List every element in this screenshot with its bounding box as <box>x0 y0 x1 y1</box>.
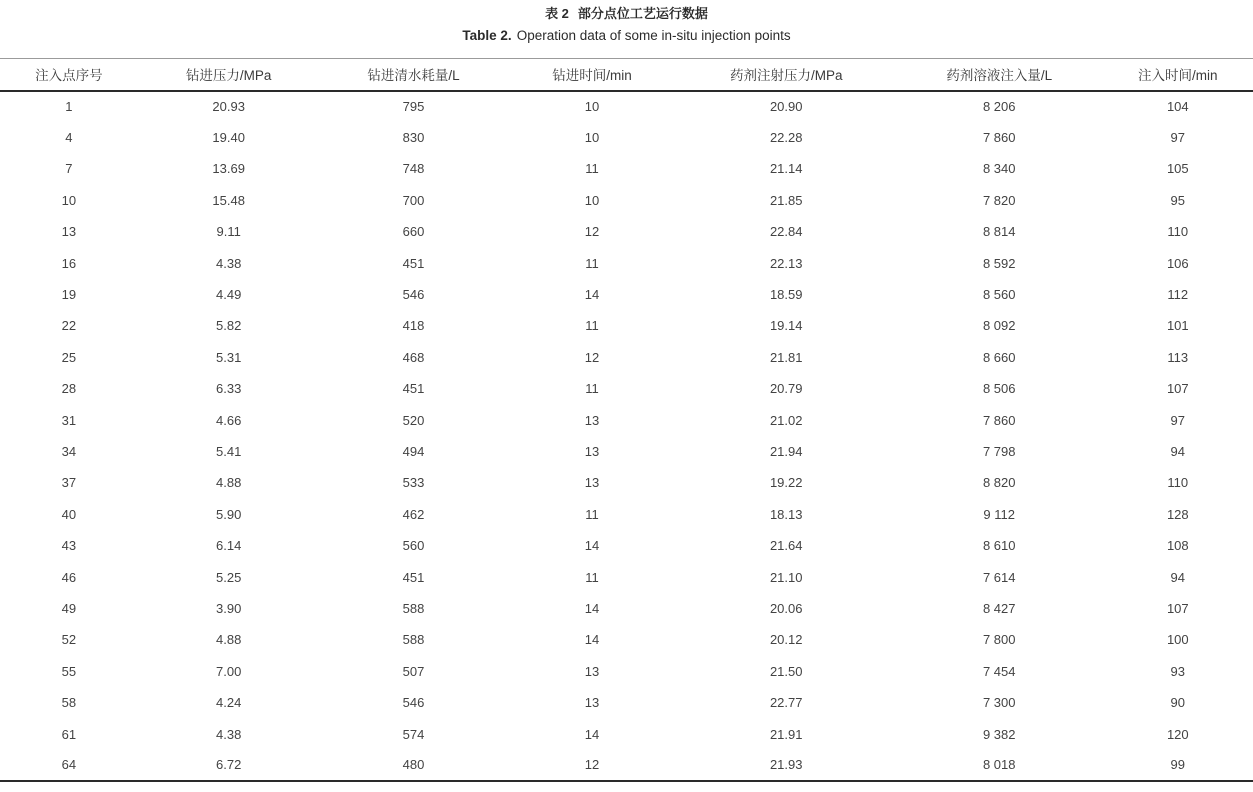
table-row <box>0 216 1253 247</box>
cell: 22.77 <box>769 695 803 711</box>
cell: 52 <box>61 632 77 648</box>
cell: 13 <box>61 224 77 240</box>
cell: 64 <box>61 757 77 773</box>
cell: 20.93 <box>212 99 245 115</box>
cell: 15.48 <box>212 192 245 208</box>
column-header: 注入点序号 <box>35 68 103 84</box>
cell: 16 <box>61 255 77 271</box>
table-row <box>0 561 1253 592</box>
cell: 533 <box>402 475 425 491</box>
cell: 9 112 <box>983 506 1015 522</box>
cell: 10 <box>584 130 600 146</box>
table-row <box>0 310 1253 341</box>
table-header <box>0 59 1253 91</box>
cell: 418 <box>402 318 425 334</box>
table-row <box>0 122 1253 153</box>
table-row <box>0 750 1253 781</box>
cell: 8 427 <box>982 600 1016 616</box>
cell: 105 <box>1166 161 1189 177</box>
column-header: 药剂溶液注入量/L <box>946 68 1053 84</box>
column-header: 钻进压力/MPa <box>185 68 272 84</box>
cell: 4.88 <box>216 632 242 648</box>
cell: 7.00 <box>216 663 242 679</box>
column-header: 钻进清水耗量/L <box>367 68 460 84</box>
cell: 4.38 <box>216 726 242 742</box>
cell: 546 <box>402 695 425 711</box>
cell: 507 <box>402 663 425 679</box>
cell: 13 <box>584 475 600 491</box>
column-header: 钻进时间/min <box>552 68 632 84</box>
cell: 7 300 <box>982 695 1016 711</box>
cell: 28 <box>61 381 77 397</box>
cell: 22.84 <box>769 224 803 240</box>
cell: 11 <box>585 569 599 585</box>
cell: 546 <box>402 287 425 303</box>
table-row <box>0 153 1253 184</box>
cell: 110 <box>1167 224 1189 240</box>
cell: 13.69 <box>212 161 245 177</box>
cell: 480 <box>402 757 425 773</box>
cell: 21.81 <box>769 349 803 365</box>
cell: 7 798 <box>982 443 1016 459</box>
cell: 6.14 <box>216 538 242 554</box>
cell: 8 560 <box>982 287 1016 303</box>
cell: 8 660 <box>982 349 1016 365</box>
cell: 14 <box>584 726 600 742</box>
table-row <box>0 624 1253 655</box>
cell: 21.64 <box>769 538 803 554</box>
cell: 13 <box>584 412 600 428</box>
cell: 5.41 <box>216 443 242 459</box>
table-row <box>0 247 1253 278</box>
cell: 9 382 <box>982 726 1016 742</box>
cell: 10 <box>61 192 77 208</box>
cell: 8 092 <box>982 318 1016 334</box>
cell: 108 <box>1166 538 1189 554</box>
table-caption-english <box>0 26 1253 45</box>
cell: 21.02 <box>769 412 803 428</box>
cell: 8 018 <box>982 757 1016 773</box>
table-row <box>0 342 1253 373</box>
cell: 574 <box>402 726 425 742</box>
cell: 13 <box>584 663 600 679</box>
cell: 21.14 <box>769 161 803 177</box>
cell: 560 <box>402 538 425 554</box>
cell: 520 <box>402 412 425 428</box>
cell: 128 <box>1166 506 1189 522</box>
cell: 468 <box>402 349 425 365</box>
cell: 8 506 <box>982 381 1016 397</box>
cell: 107 <box>1166 600 1189 616</box>
column-header: 注入时间/min <box>1138 68 1218 84</box>
cell: 25 <box>61 349 77 365</box>
cell: 14 <box>584 600 600 616</box>
cell: 112 <box>1167 287 1189 303</box>
cell: 7 820 <box>982 192 1016 208</box>
cell: 110 <box>1167 475 1189 491</box>
cell: 5.90 <box>216 506 242 522</box>
table-row <box>0 593 1253 624</box>
cell: 94 <box>1170 443 1186 459</box>
cell: 20.06 <box>769 600 803 616</box>
cell: 7 <box>65 161 73 177</box>
cell: 61 <box>61 726 77 742</box>
cell: 795 <box>402 99 425 115</box>
cell: 11 <box>585 161 599 177</box>
table-caption <box>0 0 1253 45</box>
cell: 6.72 <box>216 757 242 773</box>
table-row <box>0 185 1253 216</box>
cell: 462 <box>402 506 425 522</box>
cell: 14 <box>584 287 600 303</box>
cell: 4.49 <box>216 287 242 303</box>
cell: 21.94 <box>769 443 803 459</box>
cell: 21.85 <box>769 192 803 208</box>
cell: 10 <box>584 192 600 208</box>
table-row <box>0 373 1253 404</box>
cell: 40 <box>61 506 77 522</box>
cell: 101 <box>1166 318 1189 334</box>
table-row <box>0 279 1253 310</box>
cell: 5.82 <box>216 318 242 334</box>
column-header: 药剂注射压力/MPa <box>729 68 843 84</box>
cell: 99 <box>1170 757 1186 773</box>
cell: 4.38 <box>216 255 242 271</box>
cell: 11 <box>585 255 599 271</box>
cell: 113 <box>1167 349 1189 365</box>
table-row <box>0 404 1253 435</box>
cell: 21.50 <box>769 663 803 679</box>
cell: 97 <box>1170 130 1186 146</box>
cell: 830 <box>402 130 425 146</box>
cell: 9.11 <box>216 224 241 240</box>
cell: 6.33 <box>216 381 242 397</box>
cell: 22.28 <box>769 130 803 146</box>
table-number-cn: 表 2 <box>545 6 569 21</box>
cell: 95 <box>1170 192 1186 208</box>
cell: 5.25 <box>216 569 242 585</box>
cell: 21.91 <box>769 726 803 742</box>
operation-data-table <box>0 58 1253 782</box>
cell: 451 <box>402 569 425 585</box>
cell: 700 <box>402 192 425 208</box>
cell: 8 592 <box>982 255 1016 271</box>
cell: 4.66 <box>216 412 242 428</box>
cell: 1 <box>65 99 73 115</box>
table-row <box>0 656 1253 687</box>
cell: 20.12 <box>769 632 803 648</box>
cell: 4.24 <box>216 695 242 711</box>
cell: 19.40 <box>212 130 245 146</box>
cell: 451 <box>402 381 425 397</box>
cell: 7 860 <box>982 130 1016 146</box>
cell: 43 <box>61 538 77 554</box>
table-caption-chinese <box>0 5 1253 23</box>
cell: 8 610 <box>982 538 1016 554</box>
table-row <box>0 91 1253 122</box>
cell: 100 <box>1166 632 1189 648</box>
cell: 19.22 <box>769 475 803 491</box>
table-row <box>0 687 1253 718</box>
cell: 7 454 <box>982 663 1016 679</box>
cell: 22.13 <box>769 255 803 271</box>
cell: 19 <box>61 287 77 303</box>
cell: 748 <box>402 161 425 177</box>
cell: 588 <box>402 632 425 648</box>
cell: 7 860 <box>982 412 1016 428</box>
cell: 21.10 <box>769 569 803 585</box>
cell: 10 <box>584 99 600 115</box>
cell: 58 <box>61 695 77 711</box>
cell: 494 <box>402 443 425 459</box>
cell: 14 <box>584 632 600 648</box>
table-row <box>0 718 1253 749</box>
cell: 588 <box>402 600 425 616</box>
cell: 107 <box>1166 381 1189 397</box>
cell: 31 <box>61 412 77 428</box>
cell: 20.90 <box>769 99 803 115</box>
cell: 106 <box>1166 255 1189 271</box>
cell: 120 <box>1166 726 1189 742</box>
cell: 22 <box>61 318 77 334</box>
cell: 18.59 <box>769 287 803 303</box>
cell: 21.93 <box>769 757 803 773</box>
cell: 12 <box>584 349 600 365</box>
cell: 37 <box>61 475 77 491</box>
cell: 8 820 <box>982 475 1016 491</box>
cell: 34 <box>61 443 77 459</box>
cell: 7 614 <box>982 569 1016 585</box>
cell: 55 <box>61 663 77 679</box>
table-row <box>0 467 1253 498</box>
table-header-row <box>0 59 1253 91</box>
cell: 12 <box>584 224 600 240</box>
table-title-en: Operation data of some in-situ injection points <box>516 28 791 43</box>
cell: 11 <box>585 318 599 334</box>
table-body <box>0 91 1253 782</box>
table-title-cn: 部分点位工艺运行数据 <box>577 6 708 21</box>
cell: 11 <box>585 506 599 522</box>
cell: 90 <box>1170 695 1186 711</box>
cell: 94 <box>1170 569 1186 585</box>
cell: 11 <box>585 381 599 397</box>
cell: 104 <box>1166 99 1189 115</box>
cell: 46 <box>61 569 77 585</box>
cell: 4.88 <box>216 475 242 491</box>
cell: 19.14 <box>769 318 803 334</box>
table-row <box>0 499 1253 530</box>
cell: 8 206 <box>982 99 1016 115</box>
table-number-en: Table 2. <box>462 28 512 43</box>
cell: 93 <box>1170 663 1186 679</box>
cell: 14 <box>584 538 600 554</box>
cell: 8 814 <box>982 224 1016 240</box>
cell: 49 <box>61 600 77 616</box>
cell: 12 <box>584 757 600 773</box>
cell: 3.90 <box>216 600 242 616</box>
cell: 13 <box>584 695 600 711</box>
cell: 5.31 <box>216 349 242 365</box>
cell: 451 <box>402 255 425 271</box>
cell: 18.13 <box>769 506 803 522</box>
cell: 8 340 <box>982 161 1016 177</box>
cell: 97 <box>1170 412 1186 428</box>
table-row <box>0 530 1253 561</box>
cell: 13 <box>584 443 600 459</box>
cell: 4 <box>65 130 73 146</box>
cell: 660 <box>402 224 425 240</box>
cell: 7 800 <box>982 632 1016 648</box>
cell: 20.79 <box>769 381 803 397</box>
table-row <box>0 436 1253 467</box>
